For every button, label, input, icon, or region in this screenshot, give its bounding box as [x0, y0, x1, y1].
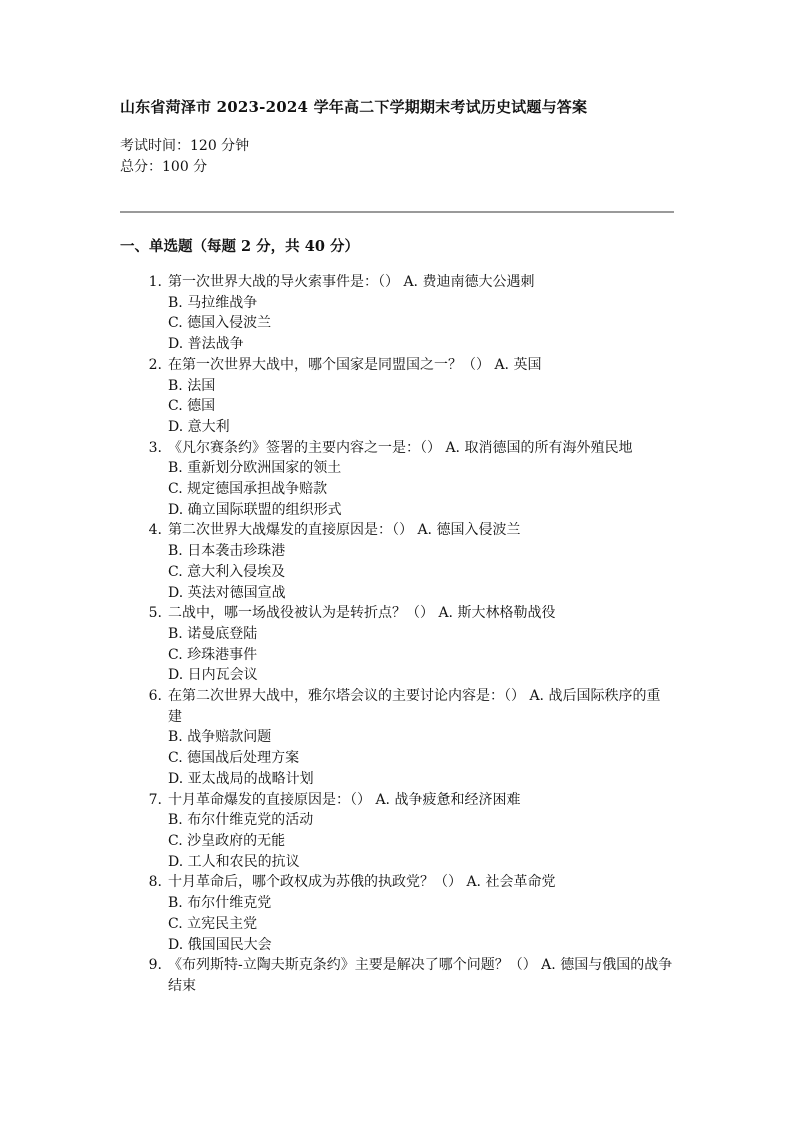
question-list [140, 272, 674, 997]
question-text: 十月革命爆发的直接原因是：（） A. 战争疲惫和经济困难 [168, 791, 521, 808]
exam-meta [120, 136, 249, 178]
question-item [140, 955, 674, 996]
question-text: 在第二次世界大战中，雅尔塔会议的主要讨论内容是：（） A. 战后国际秩序的重建 [168, 688, 661, 725]
question-text: 第一次世界大战的导火索事件是：（） A. 费迪南德大公遇刺 [168, 274, 535, 290]
section-title: 一、单选题（每题 2 分，共 40 分） [120, 238, 359, 255]
question-text: 二战中，哪一场战役被认为是转折点？（） A. 斯大林格勒战役 [168, 605, 556, 622]
question-number: 2. [148, 356, 162, 373]
answer-option: D. 意大利 [168, 418, 230, 435]
question-text: 《凡尔赛条约》签署的主要内容之一是：（） A. 取消德国的所有海外殖民地 [168, 439, 633, 456]
question-item [140, 355, 674, 438]
answer-option: D. 俄国国民大会 [168, 936, 272, 953]
question-item [140, 272, 674, 355]
question-item [140, 686, 674, 790]
question-item [140, 520, 674, 603]
question-item [140, 603, 674, 686]
answer-option: B. 重新划分欧洲国家的领土 [168, 460, 342, 477]
answer-option: C. 立宪民主党 [168, 915, 258, 932]
answer-option: C. 德国入侵波兰 [168, 315, 272, 332]
question-number: 3. [148, 439, 162, 456]
answer-option: D. 亚太战局的战略计划 [168, 770, 314, 787]
question-number: 9. [148, 957, 162, 974]
question-item [140, 790, 674, 873]
divider [120, 211, 674, 213]
answer-option: D. 确立国际联盟的组织形式 [168, 501, 342, 518]
question-item [140, 872, 674, 955]
question-text: 十月革命后，哪个政权成为苏俄的执政党？（） A. 社会革命党 [168, 874, 556, 891]
question-number: 7. [148, 791, 162, 808]
question-text: 在第一次世界大战中，哪个国家是同盟国之一？（） A. 英国 [168, 356, 542, 373]
question-number: 1. [148, 274, 162, 290]
document-title: 山东省菏泽市 2023-2024 学年高二下学期期末考试历史试题与答案 [120, 98, 588, 116]
answer-option: C. 沙皇政府的无能 [168, 832, 286, 849]
question-text: 《布列斯特-立陶夫斯克条约》主要是解决了哪个问题？（） A. 德国与俄国的战争结束 [168, 957, 673, 994]
answer-option: B. 日本袭击珍珠港 [168, 543, 286, 560]
answer-option: B. 战争赔款问题 [168, 729, 272, 746]
question-number: 6. [148, 688, 162, 705]
answer-option: C. 德国 [168, 398, 216, 415]
answer-option: D. 工人和农民的抗议 [168, 853, 300, 870]
exam-time: 考试时间：120 分钟 [120, 138, 250, 154]
answer-option: D. 普法战争 [168, 336, 244, 353]
answer-option: C. 规定德国承担战争赔款 [168, 481, 328, 498]
answer-option: B. 布尔什维克党 [168, 895, 272, 912]
answer-option: C. 珍珠港事件 [168, 646, 258, 663]
answer-option: B. 马拉维战争 [168, 294, 258, 311]
answer-option: D. 英法对德国宣战 [168, 584, 286, 601]
answer-option: B. 法国 [168, 377, 216, 394]
answer-option: C. 德国战后处理方案 [168, 750, 300, 767]
question-number: 8. [148, 874, 162, 891]
question-item [140, 438, 674, 521]
question-number: 5. [148, 605, 162, 622]
answer-option: D. 日内瓦会议 [168, 667, 258, 684]
question-text: 第二次世界大战爆发的直接原因是：（） A. 德国入侵波兰 [168, 522, 521, 539]
question-number: 4. [148, 522, 162, 539]
answer-option: C. 意大利入侵埃及 [168, 563, 286, 580]
exam-total-score: 总分：100 分 [120, 159, 208, 175]
answer-option: B. 诺曼底登陆 [168, 625, 258, 642]
answer-option: B. 布尔什维克党的活动 [168, 812, 314, 829]
